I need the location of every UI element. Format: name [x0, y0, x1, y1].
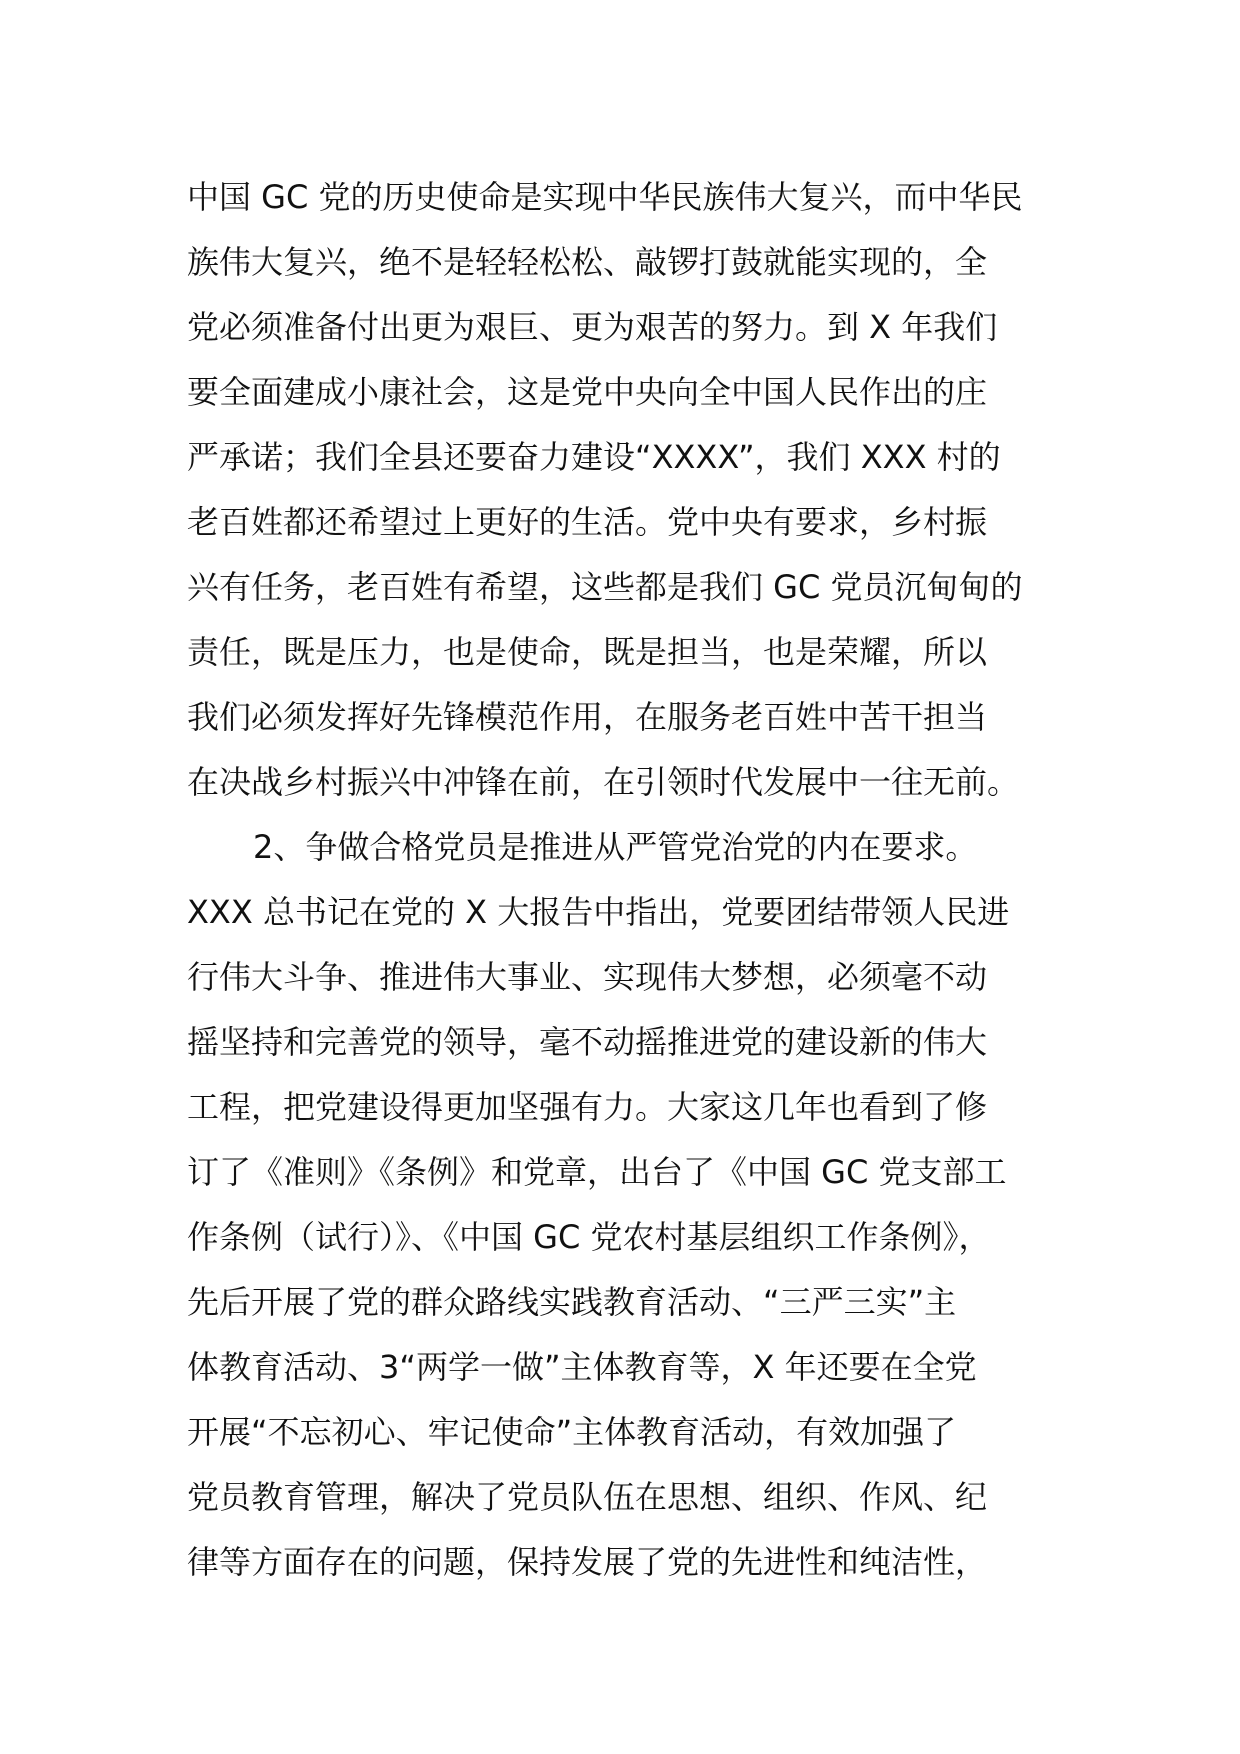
text-line: 党员教育管理，解决了党员队伍在思想、组织、作风、纪 — [187, 1478, 988, 1516]
text-line: 责任，既是压力，也是使命，既是担当，也是荣耀，所以 — [187, 633, 988, 671]
text-line: 摇坚持和完善党的领导，毫不动摇推进党的建设新的伟大 — [187, 1023, 988, 1061]
text-line: 作条例（试行）》、《中国 GC 党农村基层组织工作条例》， — [187, 1218, 991, 1256]
text-line: 工程，把党建设得更加坚强有力。大家这几年也看到了修 — [187, 1088, 988, 1126]
text-line: 律等方面存在的问题，保持发展了党的先进性和纯洁性， — [187, 1543, 988, 1581]
text-line: 先后开展了党的群众路线实践教育活动、“三严三实”主 — [187, 1283, 957, 1321]
body-text — [187, 165, 1087, 1595]
text-line: 中国 GC 党的历史使命是实现中华民族伟大复兴，而中华民 — [187, 178, 1023, 216]
text-line: 兴有任务，老百姓有希望，这些都是我们 GC 党员沉甸甸的 — [187, 568, 1023, 606]
text-line: 开展“不忘初心、牢记使命”主体教育活动，有效加强了 — [187, 1413, 957, 1451]
text-line: 订了《准则》《条例》和党章，出台了《中国 GC 党支部工 — [187, 1153, 1007, 1191]
text-line: XXX 总书记在党的 X 大报告中指出，党要团结带领人民进 — [187, 893, 1010, 931]
text-line: 我们必须发挥好先锋模范作用，在服务老百姓中苦干担当 — [187, 698, 988, 736]
text-line: 体教育活动、3“两学一做”主体教育等，X 年还要在全党 — [187, 1348, 977, 1386]
text-line: 要全面建成小康社会，这是党中央向全中国人民作出的庄 — [187, 373, 988, 411]
text-line: 党必须准备付出更为艰巨、更为艰苦的努力。到 X 年我们 — [187, 308, 998, 346]
section-heading-line: 2、争做合格党员是推进从严管党治党的内在要求。 — [253, 828, 978, 866]
text-line: 行伟大斗争、推进伟大事业、实现伟大梦想，必须毫不动 — [187, 958, 988, 996]
text-line: 严承诺；我们全县还要奋力建设“XXXX”，我们 XXX 村的 — [187, 438, 1001, 476]
text-line: 老百姓都还希望过上更好的生活。党中央有要求，乡村振 — [187, 503, 988, 541]
text-line: 在决战乡村振兴中冲锋在前，在引领时代发展中一往无前。 — [187, 763, 1020, 801]
text-line: 族伟大复兴，绝不是轻轻松松、敲锣打鼓就能实现的，全 — [187, 243, 988, 281]
